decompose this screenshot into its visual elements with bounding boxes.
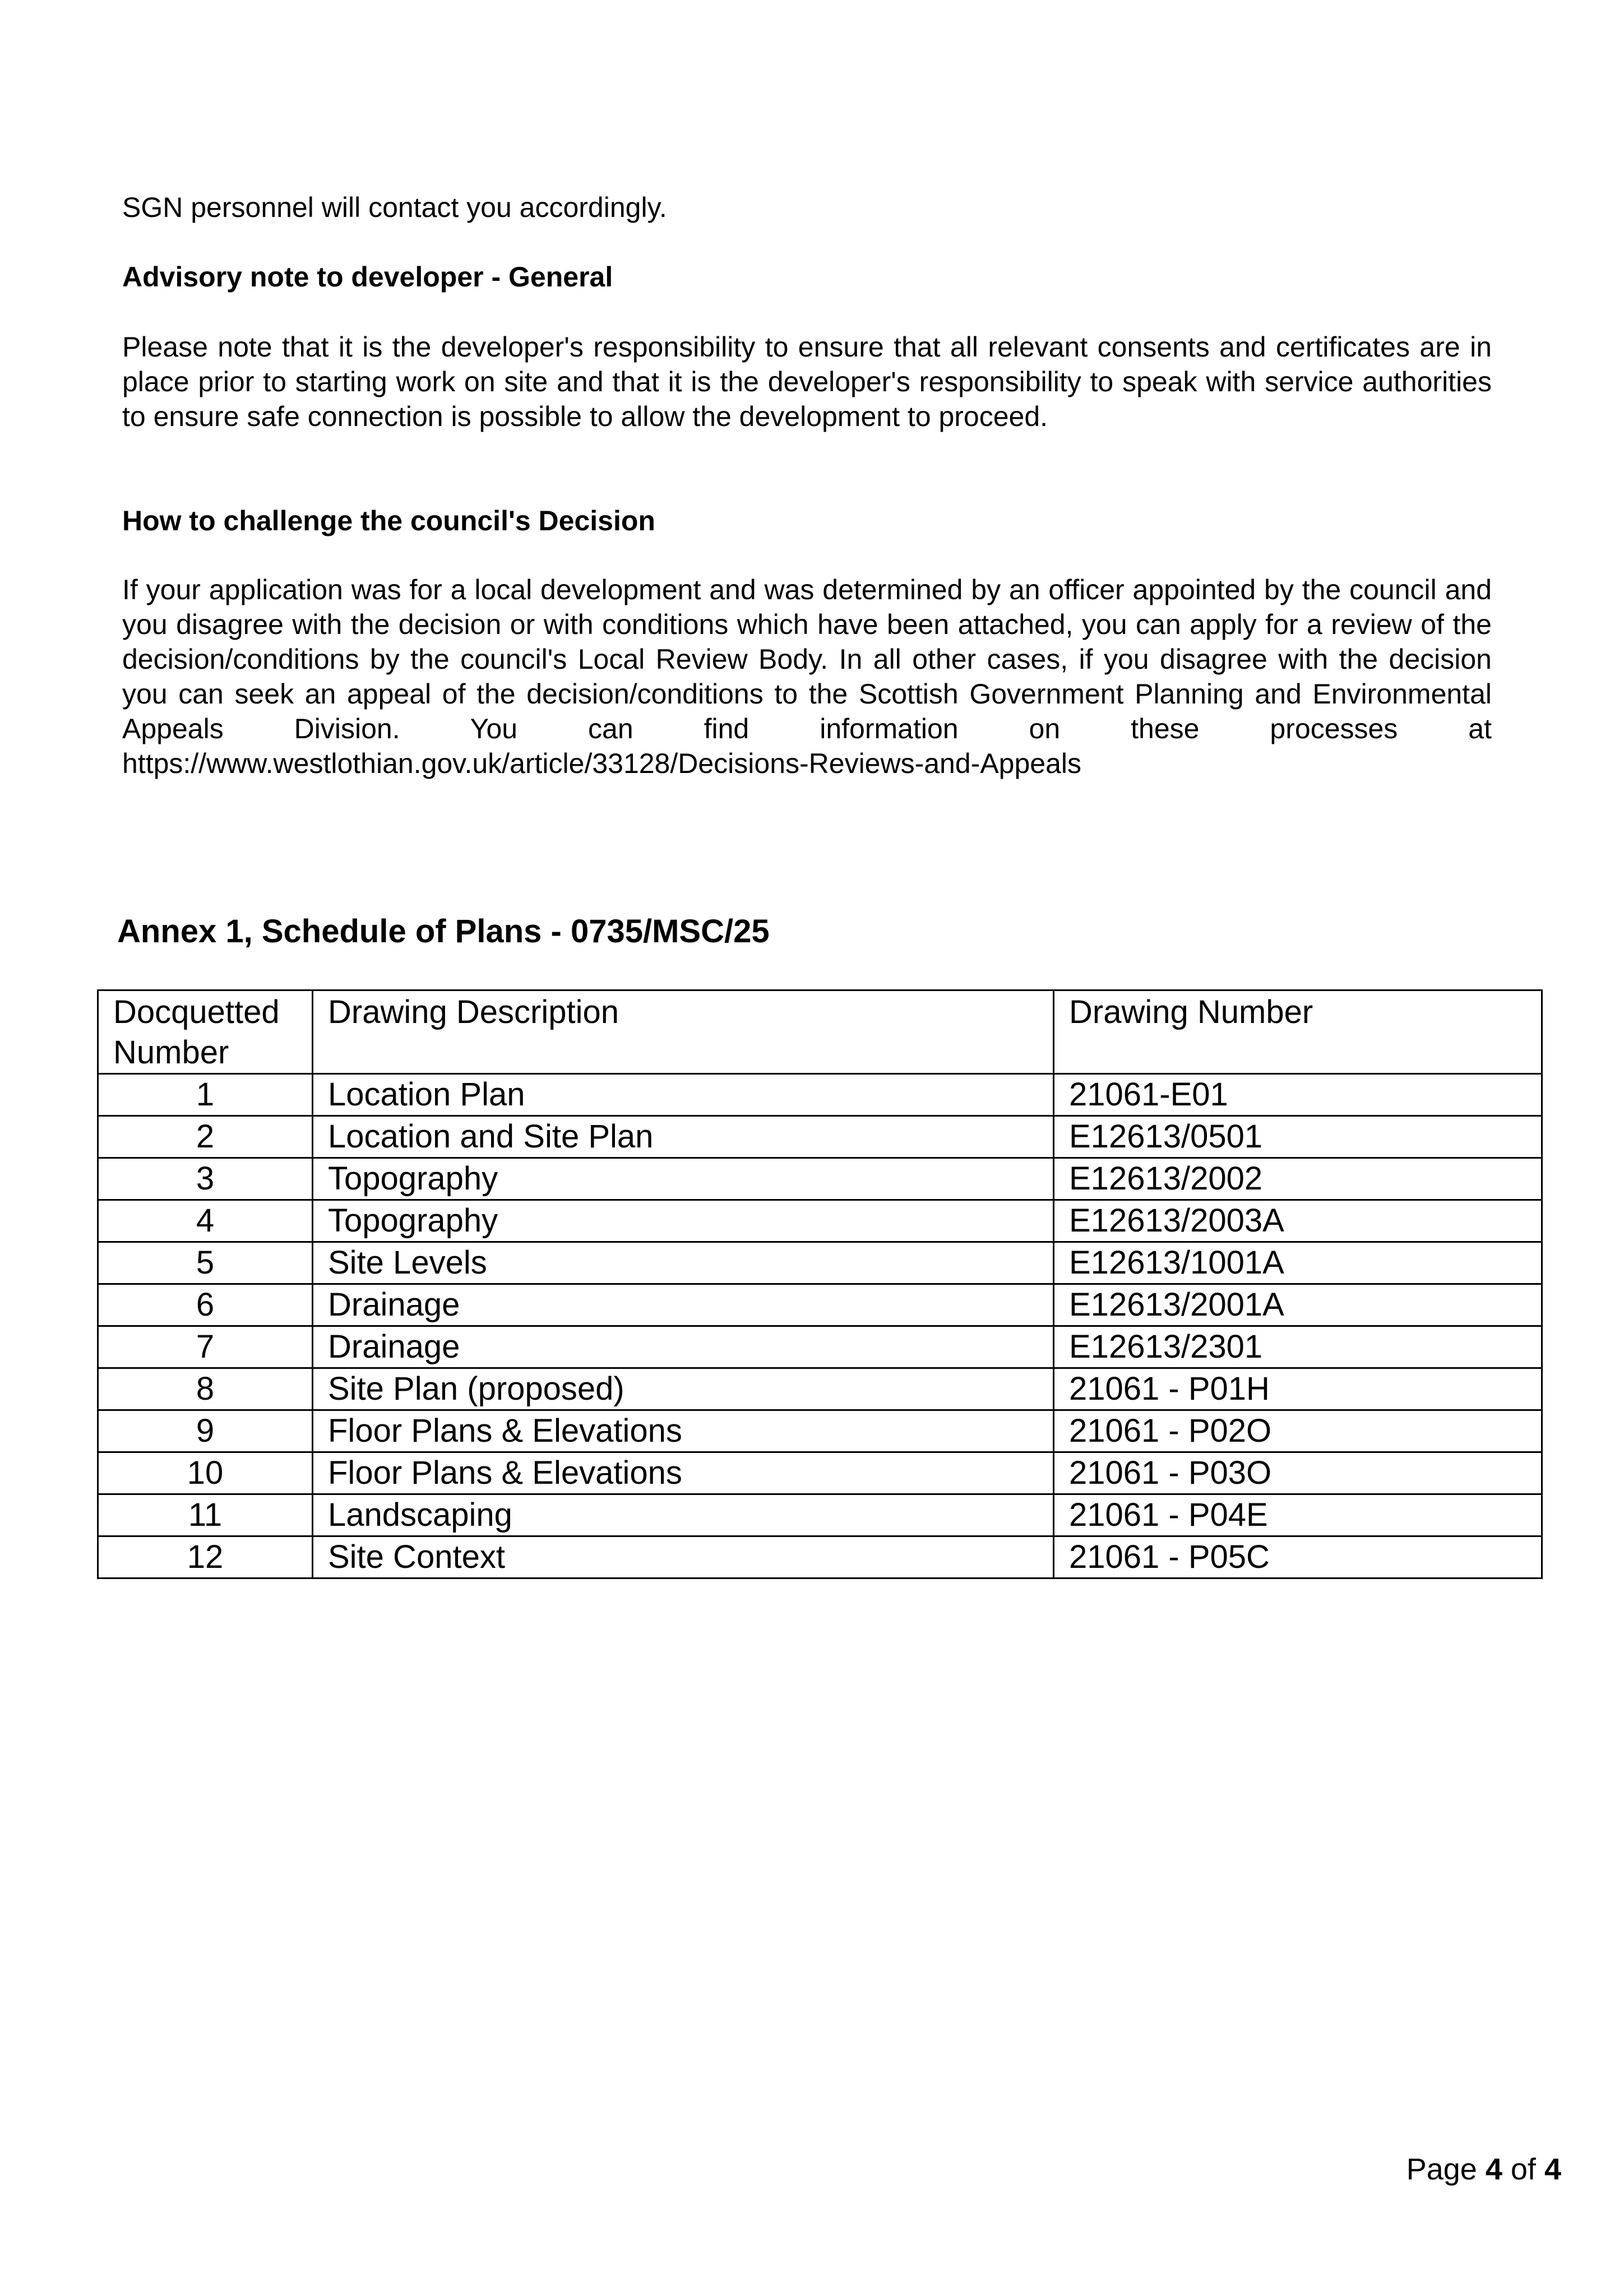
drawing-description-cell: Topography [313,1200,1054,1242]
docquetted-number-cell: 8 [98,1368,313,1410]
docquetted-number-cell: 4 [98,1200,313,1242]
drawing-number-cell: 21061 - P02O [1054,1410,1542,1452]
table-row [98,1116,1542,1158]
docquetted-number-cell: 6 [98,1284,313,1326]
drawing-number-cell: E12613/2003A [1054,1200,1542,1242]
drawing-description-cell: Location and Site Plan [313,1116,1054,1158]
advisory-heading: Advisory note to developer - General [122,261,613,293]
annex-title: Annex 1, Schedule of Plans - 0735/MSC/25 [117,913,770,950]
docquetted-number-cell: 5 [98,1242,313,1284]
current-page-number: 4 [1485,2152,1502,2186]
drawing-description-cell: Topography [313,1158,1054,1200]
table-row [98,1074,1542,1116]
table-row [98,1242,1542,1284]
table-row [98,1452,1542,1494]
drawing-number-cell: 21061-E01 [1054,1074,1542,1116]
docquetted-number-cell: 12 [98,1536,313,1578]
schedule-of-plans-table [97,989,1543,1579]
drawing-number-cell: E12613/1001A [1054,1242,1542,1284]
column-header-drawing-description: Drawing Description [313,990,1054,1074]
table-row [98,1200,1542,1242]
intro-line: SGN personnel will contact you accordingly. [122,192,667,223]
docquetted-number-cell: 3 [98,1158,313,1200]
table-row [98,1326,1542,1368]
drawing-description-cell: Site Context [313,1536,1054,1578]
drawing-number-cell: E12613/2301 [1054,1326,1542,1368]
drawing-description-cell: Drainage [313,1284,1054,1326]
total-page-count: 4 [1544,2152,1561,2186]
docquetted-number-cell: 7 [98,1326,313,1368]
of-word: of [1510,2152,1536,2186]
drawing-number-cell: E12613/0501 [1054,1116,1542,1158]
drawing-description-cell: Floor Plans & Elevations [313,1410,1054,1452]
page-word: Page [1406,2152,1477,2186]
table-row [98,1284,1542,1326]
challenge-paragraph: If your application was for a local development and was determined by an officer appointed by the council and you disagree with the decision or with conditions which have been attached, you can apply for a review of the decision/conditions by the council's Local Review Body. In all other cases, if you disagree with the decision you can seek an appeal of the decision/conditions to the Scottish Government Planning and Environmental Appeals Division. You can find information on these processes at https://www.westlothian.gov.uk/article/33128/Decisions-Reviews-and-Appeals [122,574,1492,779]
drawing-description-cell: Site Plan (proposed) [313,1368,1054,1410]
drawing-number-cell: 21061 - P03O [1054,1452,1542,1494]
drawing-description-cell: Site Levels [313,1242,1054,1284]
challenge-heading: How to challenge the council's Decision [122,505,655,536]
table-row [98,1494,1542,1536]
docquetted-number-cell: 10 [98,1452,313,1494]
docquetted-number-cell: 1 [98,1074,313,1116]
drawing-number-cell: 21061 - P01H [1054,1368,1542,1410]
column-header-docquetted-number: Docquetted Number [98,990,313,1074]
drawing-number-cell: E12613/2002 [1054,1158,1542,1200]
advisory-paragraph: Please note that it is the developer's responsibility to ensure that all relevant consents and certificates are in place prior to starting work on site and that it is the developer's responsibility to speak with service authorities to ensure safe connection is possible to allow the development to proceed. [122,331,1492,432]
table-row [98,1158,1542,1200]
table-header-row [98,990,1542,1074]
drawing-description-cell: Location Plan [313,1074,1054,1116]
table-row [98,1536,1542,1578]
table-body [98,1074,1542,1578]
table-row [98,1368,1542,1410]
page-footer [1406,2151,1561,2187]
drawing-number-cell: 21061 - P04E [1054,1494,1542,1536]
docquetted-number-cell: 11 [98,1494,313,1536]
drawing-number-cell: 21061 - P05C [1054,1536,1542,1578]
drawing-description-cell: Drainage [313,1326,1054,1368]
drawing-description-cell: Floor Plans & Elevations [313,1452,1054,1494]
drawing-number-cell: E12613/2001A [1054,1284,1542,1326]
table-row [98,1410,1542,1452]
column-header-drawing-number: Drawing Number [1054,990,1542,1074]
drawing-description-cell: Landscaping [313,1494,1054,1536]
docquetted-number-cell: 9 [98,1410,313,1452]
docquetted-number-cell: 2 [98,1116,313,1158]
